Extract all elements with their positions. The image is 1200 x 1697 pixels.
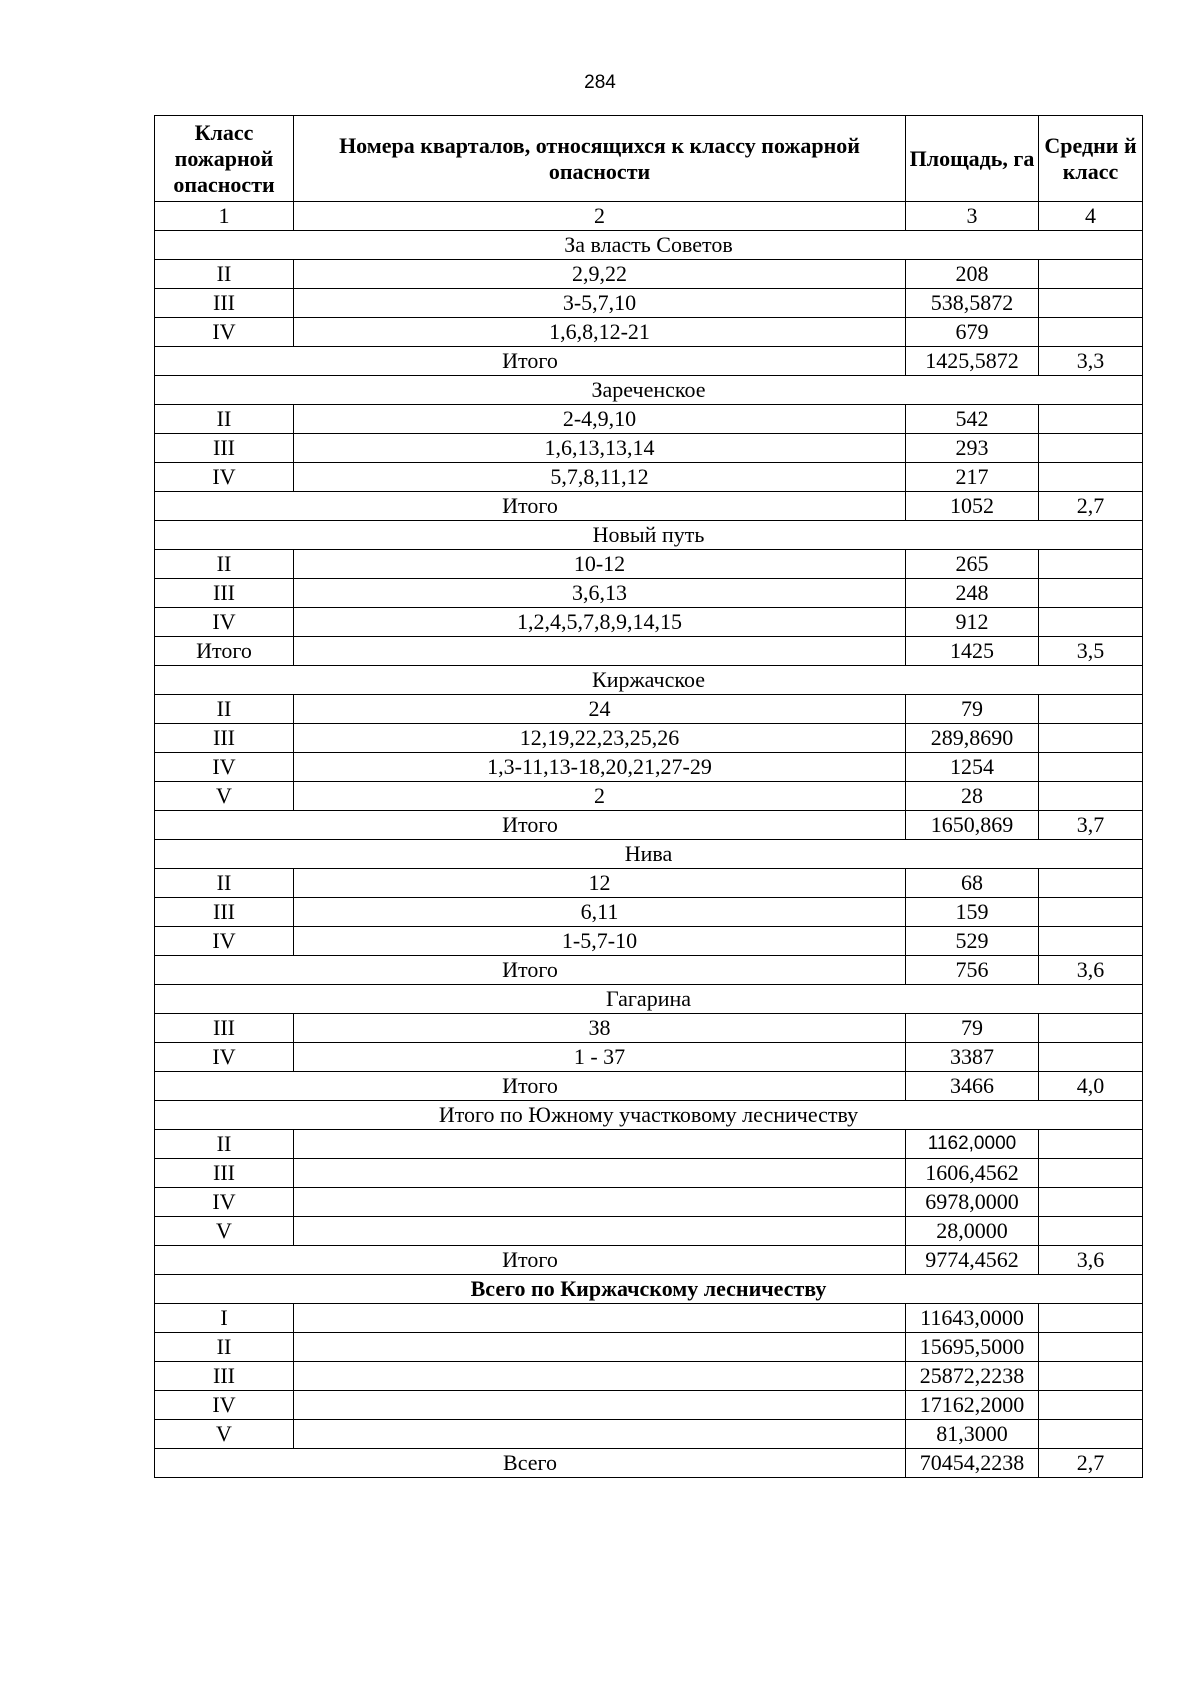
area-cell: 11643,0000 (906, 1304, 1039, 1333)
area-cell: 15695,5000 (906, 1333, 1039, 1362)
class-cell: II (155, 1130, 294, 1159)
section-row (155, 376, 1143, 405)
table-row (155, 434, 1143, 463)
area-cell: 289,8690 (906, 724, 1039, 753)
area-cell: 248 (906, 579, 1039, 608)
quarters-cell (294, 1391, 906, 1420)
area-cell: 293 (906, 434, 1039, 463)
section-row (155, 521, 1143, 550)
area-cell: 81,3000 (906, 1420, 1039, 1449)
column-number: 3 (906, 202, 1039, 231)
quarters-cell (294, 1130, 906, 1159)
area-cell: 538,5872 (906, 289, 1039, 318)
class-cell: IV (155, 1391, 294, 1420)
table-row (155, 550, 1143, 579)
class-cell: IV (155, 753, 294, 782)
avg-class-cell (1039, 260, 1143, 289)
class-cell: II (155, 550, 294, 579)
quarters-cell: 38 (294, 1014, 906, 1043)
avg-class-cell (1039, 1130, 1143, 1159)
quarters-cell: 12,19,22,23,25,26 (294, 724, 906, 753)
total-avg-class: 3,6 (1039, 1246, 1143, 1275)
table-row (155, 260, 1143, 289)
quarters-cell: 24 (294, 695, 906, 724)
area-cell: 79 (906, 695, 1039, 724)
table-row (155, 1043, 1143, 1072)
table-row (155, 1333, 1143, 1362)
avg-class-cell (1039, 1391, 1143, 1420)
quarters-cell: 1,2,4,5,7,8,9,14,15 (294, 608, 906, 637)
quarters-cell: 5,7,8,11,12 (294, 463, 906, 492)
avg-class-cell (1039, 579, 1143, 608)
table-row (155, 579, 1143, 608)
avg-class-cell (1039, 695, 1143, 724)
area-cell: 529 (906, 927, 1039, 956)
class-cell: III (155, 1362, 294, 1391)
total-row (155, 1072, 1143, 1101)
quarters-cell: 3,6,13 (294, 579, 906, 608)
avg-class-cell (1039, 1014, 1143, 1043)
total-label: Итого (155, 811, 906, 840)
class-cell: V (155, 782, 294, 811)
avg-class-cell (1039, 1333, 1143, 1362)
area-cell: 1425 (906, 637, 1039, 666)
class-cell: V (155, 1217, 294, 1246)
table-row (155, 1217, 1143, 1246)
section-row (155, 231, 1143, 260)
avg-class-cell (1039, 753, 1143, 782)
area-cell: 68 (906, 869, 1039, 898)
section-row (155, 985, 1143, 1014)
quarters-cell: 10-12 (294, 550, 906, 579)
total-row (155, 492, 1143, 521)
table-row (155, 289, 1143, 318)
section-row (155, 1101, 1143, 1130)
class-cell: IV (155, 608, 294, 637)
column-number: 2 (294, 202, 906, 231)
total-area: 1052 (906, 492, 1039, 521)
quarters-cell: 3-5,7,10 (294, 289, 906, 318)
total-label: Итого (155, 347, 906, 376)
total-area: 9774,4562 (906, 1246, 1039, 1275)
area-cell: 265 (906, 550, 1039, 579)
table-row (155, 463, 1143, 492)
avg-class-cell (1039, 724, 1143, 753)
total-avg-class: 3,6 (1039, 956, 1143, 985)
section-title: Всего по Киржачскому лесничеству (155, 1275, 1143, 1304)
area-cell: 1606,4562 (906, 1159, 1039, 1188)
total-avg-class: 4,0 (1039, 1072, 1143, 1101)
header-area: Площадь, га (906, 116, 1039, 202)
total-label: Всего (155, 1449, 906, 1478)
section-row (155, 666, 1143, 695)
total-label: Итого (155, 956, 906, 985)
table-row (155, 724, 1143, 753)
section-title: Зареченское (155, 376, 1143, 405)
total-avg-class: 2,7 (1039, 492, 1143, 521)
avg-class-cell (1039, 1420, 1143, 1449)
total-avg-class: 3,7 (1039, 811, 1143, 840)
total-row (155, 1449, 1143, 1478)
table-row (155, 1304, 1143, 1333)
avg-class-cell (1039, 1362, 1143, 1391)
table-row (155, 927, 1143, 956)
total-label: Итого (155, 492, 906, 521)
table-row (155, 608, 1143, 637)
quarters-cell (294, 1362, 906, 1391)
total-label: Итого (155, 1072, 906, 1101)
class-cell: III (155, 434, 294, 463)
class-cell: II (155, 260, 294, 289)
fire-danger-table (154, 115, 1143, 1478)
table-row (155, 1188, 1143, 1217)
area-cell: 217 (906, 463, 1039, 492)
total-row (155, 1246, 1143, 1275)
header-row (155, 116, 1143, 202)
area-cell: 542 (906, 405, 1039, 434)
avg-class-cell (1039, 463, 1143, 492)
section-row (155, 1275, 1143, 1304)
total-row (155, 811, 1143, 840)
avg-class-cell (1039, 782, 1143, 811)
area-cell: 28 (906, 782, 1039, 811)
class-cell: III (155, 579, 294, 608)
avg-class-cell (1039, 898, 1143, 927)
avg-class-cell (1039, 318, 1143, 347)
class-cell: IV (155, 1188, 294, 1217)
total-avg-class: 2,7 (1039, 1449, 1143, 1478)
section-row (155, 840, 1143, 869)
table-row (155, 782, 1143, 811)
total-area: 756 (906, 956, 1039, 985)
class-cell: II (155, 869, 294, 898)
total-row (155, 347, 1143, 376)
area-cell: 159 (906, 898, 1039, 927)
avg-class-cell (1039, 608, 1143, 637)
total-row (155, 956, 1143, 985)
quarters-cell: 6,11 (294, 898, 906, 927)
quarters-cell (294, 1304, 906, 1333)
area-cell: 208 (906, 260, 1039, 289)
quarters-cell (294, 1188, 906, 1217)
section-title: Гагарина (155, 985, 1143, 1014)
quarters-cell: 2 (294, 782, 906, 811)
table-row (155, 1014, 1143, 1043)
column-number: 4 (1039, 202, 1143, 231)
avg-class-cell (1039, 869, 1143, 898)
quarters-cell (294, 1217, 906, 1246)
area-cell: 25872,2238 (906, 1362, 1039, 1391)
quarters-cell (294, 1333, 906, 1362)
avg-class-cell (1039, 1304, 1143, 1333)
area-cell: 1162,0000 (906, 1130, 1039, 1159)
total-avg-class: 3,3 (1039, 347, 1143, 376)
avg-class-cell (1039, 1217, 1143, 1246)
class-cell: IV (155, 318, 294, 347)
table-row (155, 1420, 1143, 1449)
header-avg-class: Средни й класс (1039, 116, 1143, 202)
column-number-row (155, 202, 1143, 231)
quarters-cell: 1,3-11,13-18,20,21,27-29 (294, 753, 906, 782)
header-quarters: Номера кварталов, относящихся к классу пожарной опасности (294, 116, 906, 202)
class-cell: IV (155, 927, 294, 956)
class-cell: I (155, 1304, 294, 1333)
quarters-cell (294, 1420, 906, 1449)
avg-class-cell (1039, 1043, 1143, 1072)
avg-class-cell (1039, 289, 1143, 318)
area-cell: 28,0000 (906, 1217, 1039, 1246)
total-label: Итого (155, 1246, 906, 1275)
total-area: 1650,869 (906, 811, 1039, 840)
table-row (155, 869, 1143, 898)
table-row (155, 318, 1143, 347)
section-title: Нива (155, 840, 1143, 869)
section-title: Итого по Южному участковому лесничеству (155, 1101, 1143, 1130)
quarters-cell: 1,6,8,12-21 (294, 318, 906, 347)
quarters-cell: 1 - 37 (294, 1043, 906, 1072)
total-area: 3466 (906, 1072, 1039, 1101)
class-cell: Итого (155, 637, 294, 666)
column-number: 1 (155, 202, 294, 231)
avg-class-cell (1039, 1159, 1143, 1188)
quarters-cell (294, 637, 906, 666)
table-row (155, 405, 1143, 434)
total-area: 70454,2238 (906, 1449, 1039, 1478)
class-cell: III (155, 1014, 294, 1043)
quarters-cell: 2,9,22 (294, 260, 906, 289)
class-cell: IV (155, 1043, 294, 1072)
area-cell: 17162,2000 (906, 1391, 1039, 1420)
quarters-cell: 2-4,9,10 (294, 405, 906, 434)
class-cell: II (155, 695, 294, 724)
table-row (155, 695, 1143, 724)
table-row (155, 1362, 1143, 1391)
class-cell: II (155, 405, 294, 434)
table-row (155, 1159, 1143, 1188)
avg-class-cell (1039, 1188, 1143, 1217)
table-body (155, 231, 1143, 1478)
total-area: 1425,5872 (906, 347, 1039, 376)
class-cell: III (155, 724, 294, 753)
quarters-cell: 1-5,7-10 (294, 927, 906, 956)
class-cell: IV (155, 463, 294, 492)
area-cell: 3387 (906, 1043, 1039, 1072)
class-cell: III (155, 898, 294, 927)
class-cell: V (155, 1420, 294, 1449)
avg-class-cell (1039, 434, 1143, 463)
area-cell: 79 (906, 1014, 1039, 1043)
area-cell: 6978,0000 (906, 1188, 1039, 1217)
table-row (155, 637, 1143, 666)
area-cell: 912 (906, 608, 1039, 637)
avg-class-cell (1039, 927, 1143, 956)
avg-class-cell (1039, 550, 1143, 579)
quarters-cell (294, 1159, 906, 1188)
table-row (155, 1130, 1143, 1159)
avg-class-cell (1039, 405, 1143, 434)
quarters-cell: 1,6,13,13,14 (294, 434, 906, 463)
class-cell: III (155, 289, 294, 318)
section-title: Киржачское (155, 666, 1143, 695)
class-cell: III (155, 1159, 294, 1188)
area-cell: 1254 (906, 753, 1039, 782)
table-row (155, 1391, 1143, 1420)
area-cell: 679 (906, 318, 1039, 347)
section-title: За власть Советов (155, 231, 1143, 260)
table-row (155, 898, 1143, 927)
quarters-cell: 12 (294, 869, 906, 898)
header-class: Класс пожарной опасности (155, 116, 294, 202)
avg-class-cell: 3,5 (1039, 637, 1143, 666)
page-number: 284 (584, 72, 616, 93)
section-title: Новый путь (155, 521, 1143, 550)
table-row (155, 753, 1143, 782)
class-cell: II (155, 1333, 294, 1362)
